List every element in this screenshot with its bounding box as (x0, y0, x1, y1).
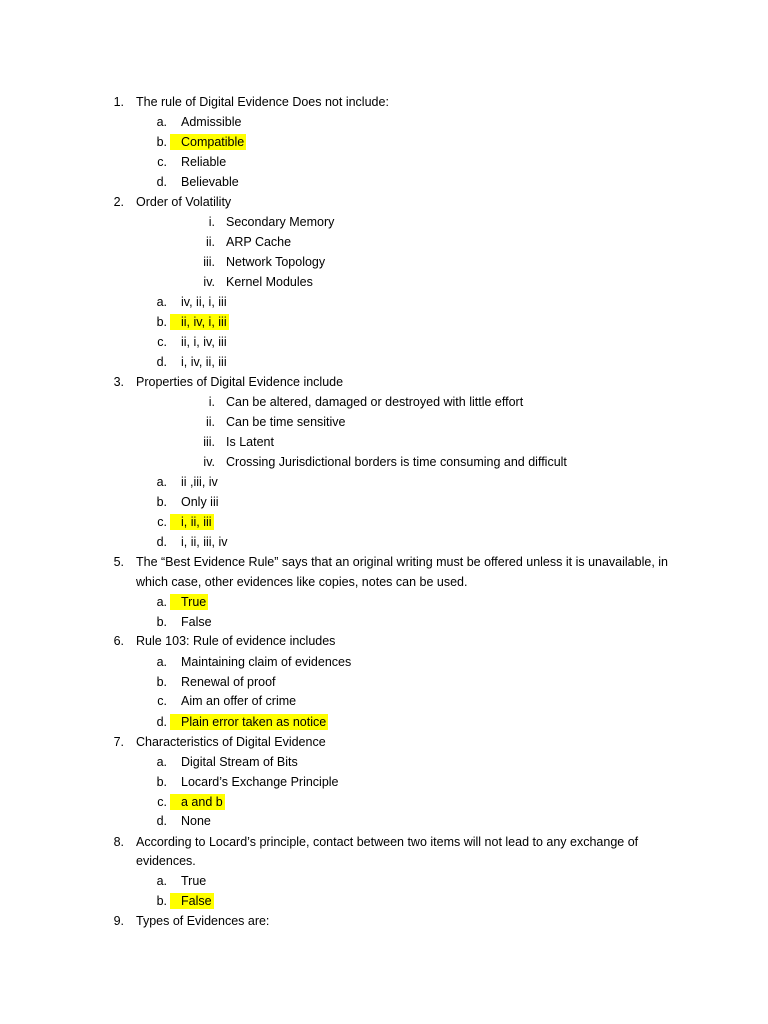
option-label: a. (156, 874, 167, 888)
option-text: Renewal of proof (181, 675, 276, 689)
item-label: ii. (205, 415, 215, 429)
option-text: Locard’s Exchange Principle (181, 775, 339, 789)
option-label: b. (156, 315, 167, 329)
item-text: Can be time sensitive (226, 415, 346, 429)
option-label: a. (156, 115, 167, 129)
option-text: i, ii, iii, iv (181, 535, 228, 549)
option-text: Reliable (181, 155, 227, 169)
option-label: b. (156, 135, 167, 149)
highlighted-answer: False (170, 893, 214, 909)
option-label: c. (157, 335, 167, 349)
option-label: a. (156, 655, 167, 669)
option-label: b. (156, 615, 167, 629)
question-number: 6. (113, 634, 124, 648)
question-text: evidences. (136, 854, 196, 868)
highlighted-answer: ii, iv, i, iii (170, 314, 229, 330)
question-number: 2. (113, 195, 124, 209)
option-label: b. (156, 675, 167, 689)
option-label: c. (157, 795, 167, 809)
item-label: ii. (205, 235, 215, 249)
question-text: The “Best Evidence Rule” says that an original writing must be offered unless it is unavailable, in (136, 555, 668, 569)
option-text: Maintaining claim of evidences (181, 655, 352, 669)
highlighted-answer: a and b (170, 794, 225, 810)
option-text: Believable (181, 175, 239, 189)
item-text: Network Topology (226, 255, 326, 269)
highlighted-answer: Compatible (170, 134, 246, 150)
option-text: ii ,iii, iv (181, 475, 218, 489)
option-text: Digital Stream of Bits (181, 755, 298, 769)
item-text: Can be altered, damaged or destroyed with little effort (226, 395, 524, 409)
option-label: a. (156, 475, 167, 489)
option-label: c. (157, 155, 167, 169)
option-text: Aim an offer of crime (181, 694, 297, 708)
option-label: c. (157, 694, 167, 708)
question-text: Rule 103: Rule of evidence includes (136, 634, 336, 648)
option-text: Admissible (181, 115, 242, 129)
item-text: ARP Cache (226, 235, 292, 249)
option-label: c. (157, 515, 167, 529)
question-text: Characteristics of Digital Evidence (136, 735, 326, 749)
option-text: Only iii (181, 495, 219, 509)
question-text: Properties of Digital Evidence include (136, 375, 344, 389)
option-text: ii, i, iv, iii (181, 335, 227, 349)
item-label: iv. (203, 275, 215, 289)
question-number: 3. (113, 375, 124, 389)
item-label: iii. (203, 255, 215, 269)
item-text: Crossing Jurisdictional borders is time consuming and difficult (226, 455, 567, 469)
highlighted-answer: Plain error taken as notice (170, 714, 328, 730)
option-label: a. (156, 595, 167, 609)
item-label: i. (208, 215, 215, 229)
highlighted-answer: i, ii, iii (170, 514, 214, 530)
option-label: b. (156, 775, 167, 789)
question-number: 8. (113, 835, 124, 849)
option-label: d. (156, 814, 167, 828)
question-text: Types of Evidences are: (136, 914, 270, 928)
option-label: a. (156, 295, 167, 309)
question-number: 5. (113, 555, 124, 569)
item-text: Is Latent (226, 435, 274, 449)
option-label: d. (156, 715, 167, 729)
option-text: None (181, 814, 211, 828)
question-number: 1. (113, 95, 124, 109)
option-label: b. (156, 495, 167, 509)
option-label: d. (156, 175, 167, 189)
option-text: i, iv, ii, iii (181, 355, 227, 369)
question-text: Order of Volatility (136, 195, 232, 209)
item-label: iii. (203, 435, 215, 449)
question-text: The rule of Digital Evidence Does not include: (136, 95, 389, 109)
option-label: a. (156, 755, 167, 769)
item-label: i. (208, 395, 215, 409)
question-text: which case, other evidences like copies, notes can be used. (136, 575, 468, 589)
item-text: Kernel Modules (226, 275, 313, 289)
question-number: 7. (113, 735, 124, 749)
option-label: d. (156, 355, 167, 369)
highlighted-answer: True (170, 594, 208, 610)
option-label: d. (156, 535, 167, 549)
option-text: True (181, 874, 207, 888)
option-label: b. (156, 894, 167, 908)
question-number: 9. (113, 914, 124, 928)
option-text: False (181, 615, 212, 629)
item-text: Secondary Memory (226, 215, 335, 229)
option-text: iv, ii, i, iii (181, 295, 227, 309)
question-text: According to Locard’s principle, contact between two items will not lead to any exchange of (136, 835, 639, 849)
item-label: iv. (203, 455, 215, 469)
